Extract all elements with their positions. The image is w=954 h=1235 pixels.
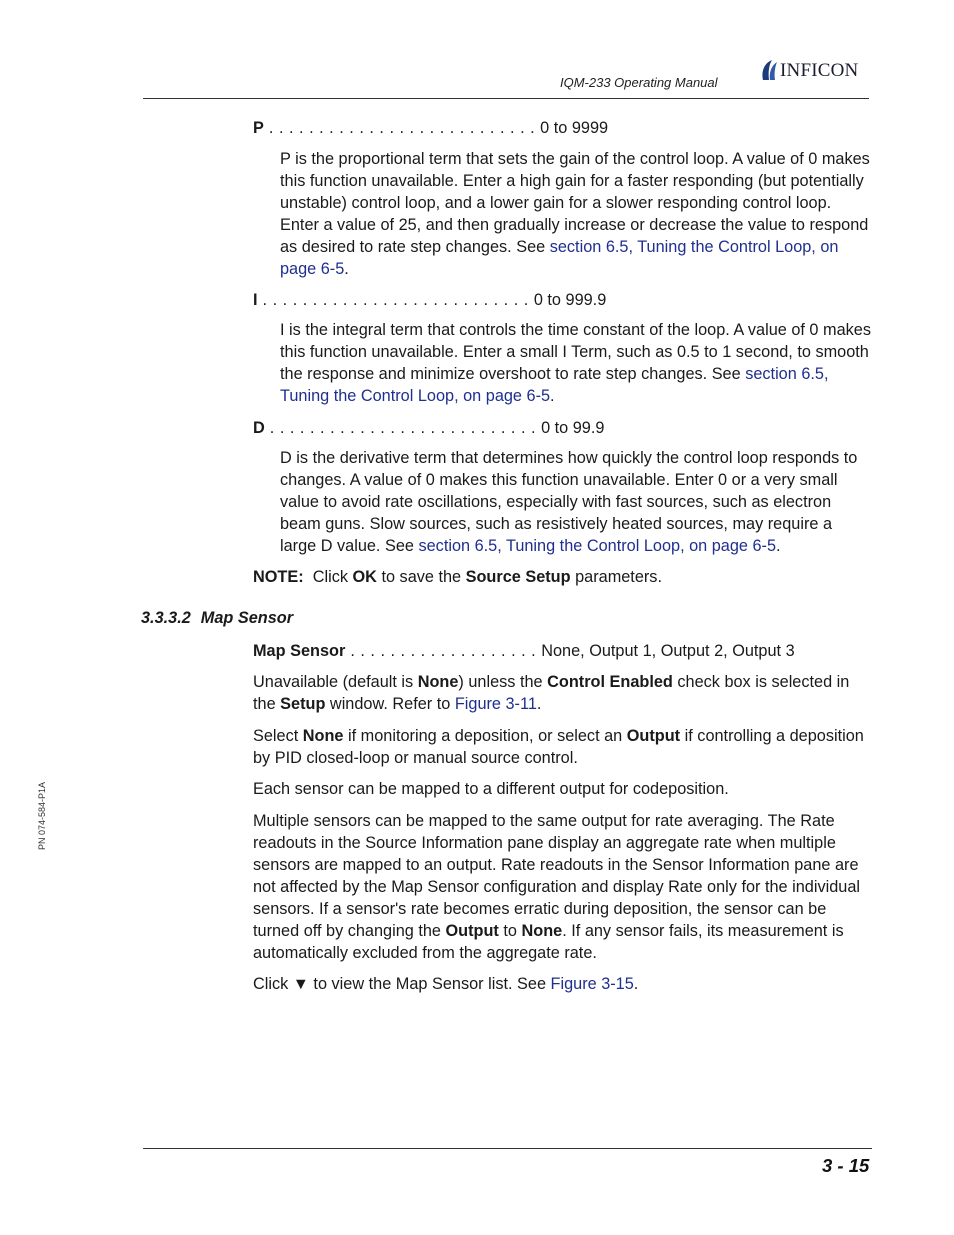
d-desc-end: . <box>776 537 781 555</box>
param-d-description <box>280 447 872 557</box>
param-d-range: 0 to 99.9 <box>541 419 605 437</box>
p-desc-link[interactable]: section 6.5, Tuning the Control Loop, on page 6-5 <box>280 238 839 278</box>
param-p-leader: . . . . . . . . . . . . . . . . . . . . . . . . . . . <box>263 119 541 137</box>
param-p-range: 0 to 9999 <box>540 119 609 137</box>
note-text-2: to save the <box>376 568 466 586</box>
logo-wordmark: INFICON <box>780 60 859 81</box>
param-i-leader: . . . . . . . . . . . . . . . . . . . . . . . . . . . <box>257 291 534 309</box>
note-text-3: parameters. <box>570 568 662 586</box>
inficon-logo <box>760 58 872 84</box>
map-p5-end: . <box>633 975 639 993</box>
part-number-side-label: PN 074-584-P1A <box>37 781 47 850</box>
manual-title: IQM-233 Operating Manual <box>560 75 718 90</box>
param-d-row <box>253 418 604 438</box>
section-number: 3.3.3.2 <box>141 609 191 627</box>
map-p1-link-figure[interactable]: Figure 3-11 <box>454 695 537 713</box>
section-heading <box>141 609 293 628</box>
param-i-range: 0 to 999.9 <box>533 291 607 309</box>
param-map-sensor-name: Map Sensor <box>253 642 346 660</box>
section-title: Map Sensor <box>200 609 294 627</box>
map-paragraph-5 <box>253 973 871 995</box>
note <box>253 566 871 588</box>
map-p1-bold-control-enabled: Control Enabled <box>547 673 673 691</box>
param-map-sensor-leader: . . . . . . . . . . . . . . . . . . . <box>345 642 542 660</box>
param-p-name: P <box>253 119 264 137</box>
map-p1-bold-setup: Setup <box>280 695 326 713</box>
p-desc-text: P is the proportional term that sets the gain of the control loop. A value of 0 makes this function unavailable. Enter a high gain for a faster responding (but potentially unstable) control loop, and a lower gain for a slower responding control loop. Enter a value of 25, and then gradually increase or decrease the value to respond as desired to rate step changes. See <box>280 150 870 256</box>
map-p1-bold-none: None <box>417 673 459 691</box>
map-p2-bold-output: Output <box>626 727 681 745</box>
note-text-1: Click <box>303 568 353 586</box>
param-p-row <box>253 118 608 138</box>
header-rule <box>143 98 869 99</box>
param-p-description <box>280 148 872 280</box>
inficon-logo-mark-icon <box>760 58 780 82</box>
i-desc-link[interactable]: section 6.5, Tuning the Control Loop, on page 6-5 <box>280 365 829 405</box>
note-bold-ok: OK <box>352 568 377 586</box>
map-p4-text-1: Multiple sensors can be mapped to the same output for rate averaging. The Rate readouts in the Source Information pane display an aggregate rate when multiple sensors are mapped to an output. Rate readouts in the Sensor Information pane are not affected by the Map Sensor configuration and display Rate only for the individual sensors. If a sensor's rate becomes erratic during deposition, the sensor can be turned off by changing the <box>253 812 861 940</box>
map-p4-bold-none: None <box>521 922 563 940</box>
map-p1-end: . <box>536 695 542 713</box>
param-d-leader: . . . . . . . . . . . . . . . . . . . . . . . . . . . <box>264 419 542 437</box>
param-i-name: I <box>253 291 258 309</box>
note-label: NOTE: <box>253 568 304 586</box>
map-paragraph-4 <box>253 810 871 964</box>
map-paragraph-2 <box>253 725 871 769</box>
param-i-row <box>253 290 606 310</box>
map-p1-text-1: Unavailable (default is <box>253 673 418 691</box>
i-desc-end: . <box>550 387 555 405</box>
map-p4-text-2: to <box>498 922 522 940</box>
map-paragraph-1 <box>253 671 871 715</box>
d-desc-link[interactable]: section 6.5, Tuning the Control Loop, on page 6-5 <box>418 537 777 555</box>
map-p2-text-3: if controlling a deposition by PID closed-loop or manual source control. <box>253 727 864 767</box>
map-p5-link-figure[interactable]: Figure 3-15 <box>550 975 634 993</box>
page-number: 3 - 15 <box>822 1155 870 1176</box>
param-map-sensor-range: None, Output 1, Output 2, Output 3 <box>541 642 795 660</box>
param-i-description <box>280 319 872 407</box>
map-p4-bold-output: Output <box>445 922 499 940</box>
map-p2-text-1: Select <box>253 727 303 745</box>
p-desc-end: . <box>344 260 349 278</box>
footer-rule <box>143 1148 872 1149</box>
map-p1-text-2: ) unless the <box>458 673 548 691</box>
map-p4-text-3: . If any sensor fails, its measurement is automatically excluded from the aggregate rate. <box>253 922 844 962</box>
map-p5-text-1: Click ▼ to view the Map Sensor list. See <box>253 975 551 993</box>
param-d-name: D <box>253 419 265 437</box>
map-p1-text-4: window. Refer to <box>325 695 455 713</box>
i-desc-text: I is the integral term that controls the time constant of the loop. A value of 0 makes this function unavailable. Enter a small I Term, such as 0.5 to 1 second, to smooth the response and minimize overshoot to rate step changes. See <box>280 321 871 383</box>
d-desc-text: D is the derivative term that determines how quickly the control loop responds to changes. A value of 0 makes this function unavailable. Enter 0 or a very small value to avoid rate oscillations, especially with fast sources, such as electron beam guns. Slow sources, such as resistively heated sources, may require a large D value. See <box>280 449 858 555</box>
note-bold-source-setup: Source Setup <box>465 568 571 586</box>
map-p2-bold-none: None <box>302 727 344 745</box>
param-map-sensor-row <box>253 641 795 661</box>
map-paragraph-3: Each sensor can be mapped to a different output for codeposition. <box>253 780 729 798</box>
map-p1-text-3: check box is selected in the <box>253 673 850 713</box>
map-p2-text-2: if monitoring a deposition, or select an <box>343 727 627 745</box>
